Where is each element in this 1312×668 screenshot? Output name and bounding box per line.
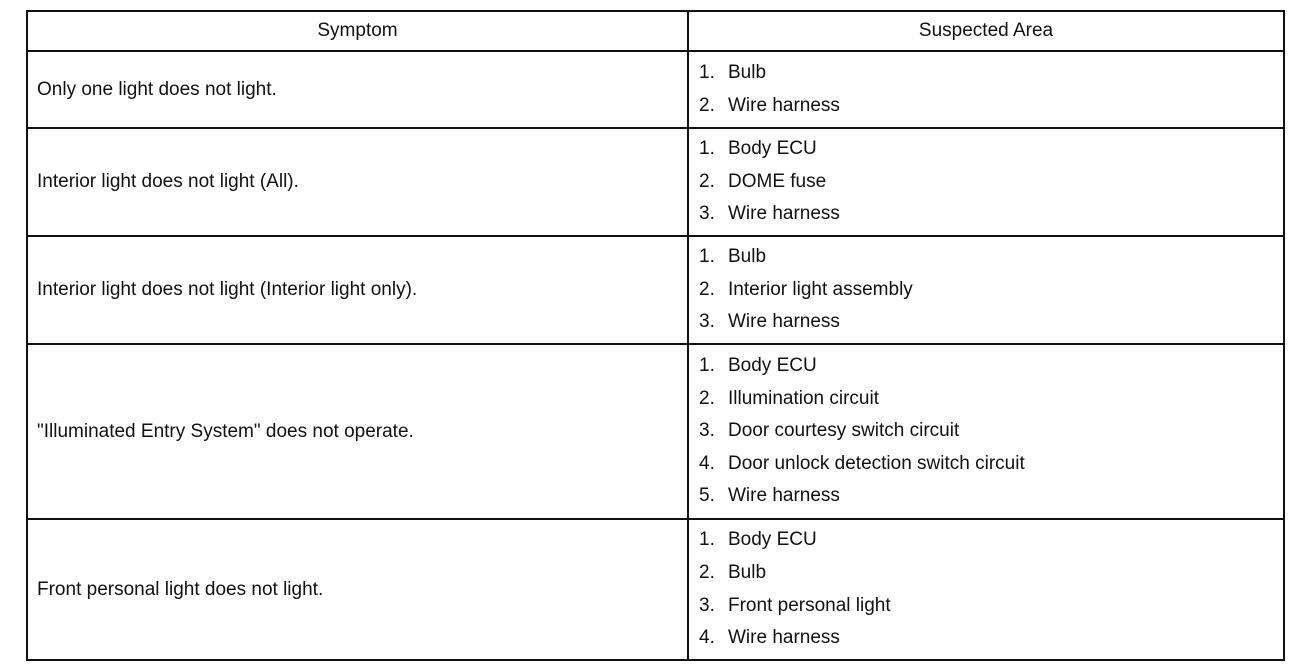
table-row (28, 52, 1283, 129)
table-row (28, 237, 1283, 345)
table-row (28, 129, 1283, 237)
list-item: 1. Body ECU (699, 138, 817, 160)
suspected-area-cell (689, 520, 1283, 659)
list-item: 3. Wire harness (699, 203, 840, 225)
symptom-cell: Front personal light does not light. (28, 520, 689, 659)
troubleshooting-table (26, 10, 1285, 661)
list-item: 1. Body ECU (699, 529, 817, 551)
symptom-cell: "Illuminated Entry System" does not operate. (28, 345, 689, 518)
suspected-area-cell (689, 237, 1283, 343)
suspected-area-cell (689, 52, 1283, 127)
list-item: 2. Bulb (699, 561, 767, 583)
table-row (28, 345, 1283, 520)
list-item: 2. Wire harness (699, 94, 840, 116)
list-item: 5. Wire harness (699, 485, 840, 507)
suspected-area-header: Suspected Area (918, 20, 1054, 41)
list-item: 2. Interior light assembly (699, 278, 913, 300)
symptom-cell: Interior light does not light (Interior light only). (28, 237, 689, 343)
list-item: 2. DOME fuse (699, 170, 827, 192)
list-item: 2. Illumination circuit (699, 387, 879, 409)
symptom-cell: Only one light does not light. (28, 52, 689, 127)
suspected-area-cell (689, 129, 1283, 235)
list-item: 4. Wire harness (699, 627, 840, 649)
header-row (28, 12, 1283, 52)
list-item: 3. Front personal light (699, 594, 891, 616)
list-item: 3. Door courtesy switch circuit (699, 420, 960, 442)
symptom-cell: Interior light does not light (All). (28, 129, 689, 235)
list-item: 3. Wire harness (699, 311, 840, 333)
table-row (28, 520, 1283, 659)
suspected-area-cell (689, 345, 1283, 518)
list-item: 1. Bulb (699, 246, 767, 268)
list-item: 1. Bulb (699, 61, 767, 83)
symptom-header: Symptom (28, 12, 689, 50)
list-item: 1. Body ECU (699, 355, 817, 377)
list-item: 4. Door unlock detection switch circuit (699, 452, 1025, 474)
